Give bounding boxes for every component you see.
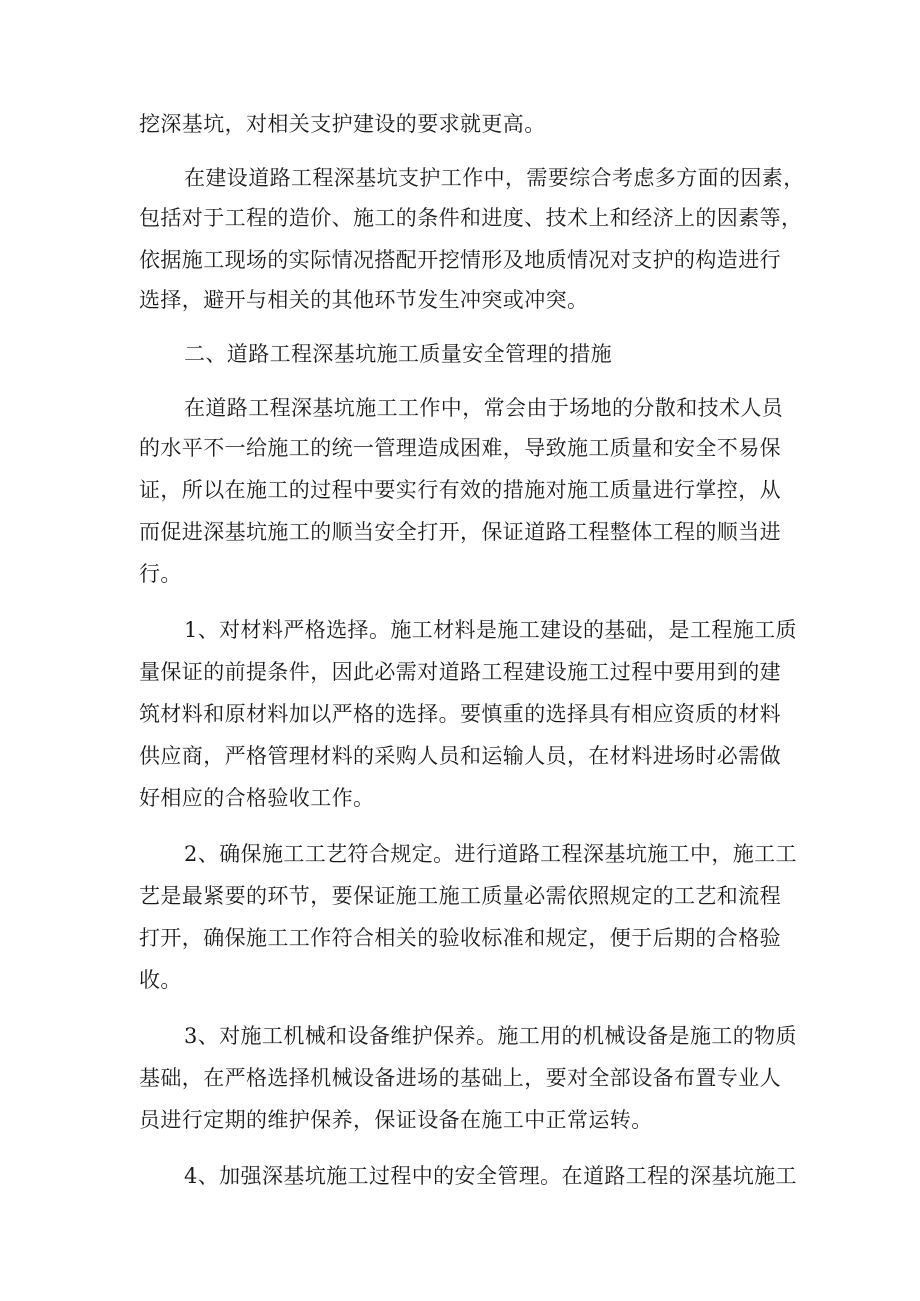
body-text-line: 在道路工程深基坑施工工作中，常会由于场地的分散和技术人员 <box>184 396 784 420</box>
body-text-line: 行。 <box>139 562 182 586</box>
body-text-line: 打开，确保施工工作符合相关的验收标准和规定，便于后期的合格验 <box>139 926 781 950</box>
body-text-line: 好相应的合格验收工作。 <box>139 786 375 810</box>
body-text-line: 2、确保施工工艺符合规定。进行道路工程深基坑施工中，施工工 <box>184 842 797 866</box>
section-heading: 二、道路工程深基坑施工质量安全管理的措施 <box>184 342 612 366</box>
body-text-line: 艺是最紧要的环节，要保证施工施工质量必需依照规定的工艺和流程 <box>139 884 781 908</box>
body-text-line: 在建设道路工程深基坑支护工作中，需要综合考虑多方面的因素， <box>184 166 805 190</box>
body-text-line: 包括对于工程的造价、施工的条件和进度、技术上和经济上的因素等， <box>139 206 803 230</box>
body-text-line: 筑材料和原材料加以严格的选择。要慎重的选择具有相应资质的材料 <box>139 702 781 726</box>
body-text-line: 证，所以在施工的过程中要实行有效的措施对施工质量进行掌控，从 <box>139 478 781 502</box>
body-text-line: 选择，避开与相关的其他环节发生冲突或冲突。 <box>139 288 589 312</box>
body-text-line: 1、对材料严格选择。施工材料是施工建设的基础，是工程施工质 <box>184 618 797 642</box>
body-text-line: 3、对施工机械和设备维护保养。施工用的机械设备是施工的物质 <box>184 1024 797 1048</box>
body-text-line: 基础，在严格选择机械设备进场的基础上，要对全部设备布置专业人 <box>139 1066 781 1090</box>
body-text-line: 收。 <box>139 968 182 992</box>
body-text-line: 供应商，严格管理材料的采购人员和运输人员，在材料进场时必需做 <box>139 744 781 768</box>
body-text-line: 的水平不一给施工的统一管理造成困难，导致施工质量和安全不易保 <box>139 436 781 460</box>
body-text-line: 依据施工现场的实际情况搭配开挖情形及地质情况对支护的构造进行 <box>139 248 781 272</box>
body-text-line: 而促进深基坑施工的顺当安全打开，保证道路工程整体工程的顺当进 <box>139 520 781 544</box>
body-text-line: 员进行定期的维护保养，保证设备在施工中正常运转。 <box>139 1108 653 1132</box>
body-text-line: 4、加强深基坑施工过程中的安全管理。在道路工程的深基坑施工 <box>184 1164 797 1188</box>
body-text-line: 量保证的前提条件，因此必需对道路工程建设施工过程中要用到的建 <box>139 660 781 684</box>
body-text-line: 挖深基坑，对相关支护建设的要求就更高。 <box>139 112 546 136</box>
